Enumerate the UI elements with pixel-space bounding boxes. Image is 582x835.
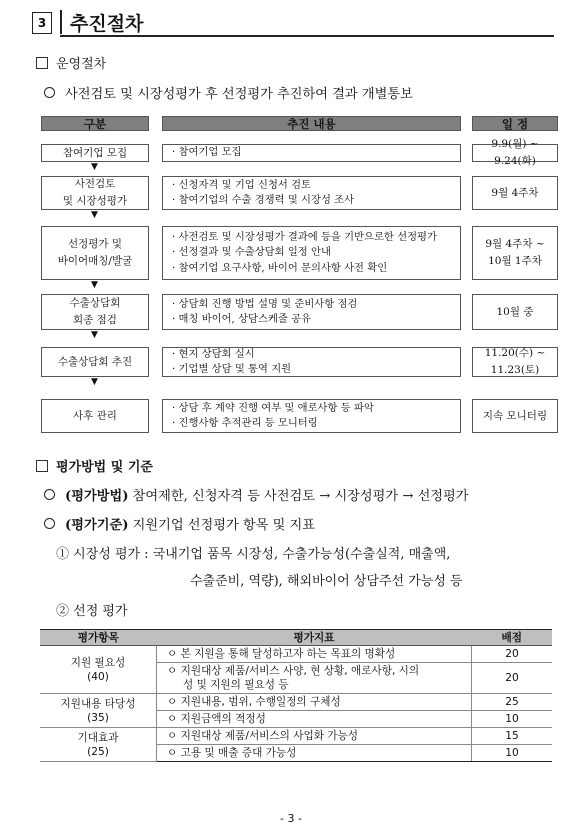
bullet-circle-icon	[44, 489, 55, 500]
eval-row	[40, 728, 552, 745]
eval-item-name: 기대효과	[77, 731, 119, 744]
flow-content-cell	[162, 399, 461, 433]
criteria-item-2: ② 선정 평가	[56, 604, 128, 619]
flow-content-cell	[162, 144, 461, 162]
flow-schedule-cell	[472, 347, 558, 377]
operation-intro: 사전검토 및 시장성평가 후 선정평가 추진하여 결과 개별통보	[44, 83, 413, 102]
section-divider	[60, 10, 62, 34]
flow-schedule-cell	[472, 294, 558, 330]
flow-content-item: · 상담회 진행 방법 설명 및 준비사항 점검	[172, 297, 358, 310]
eval-item-name: 지원 필요성	[70, 656, 126, 669]
flow-content-item: · 기업별 상담 및 통역 지원	[172, 363, 292, 375]
flow-content-item: · 상담 후 계약 진행 여부 및 애로사항 등 파악	[172, 401, 374, 414]
evaluation-heading: 평가방법 및 기준	[36, 456, 153, 475]
eval-indicator-text: ㅇ 본 지원을 통해 달성하고자 하는 목표의 명확성	[167, 648, 396, 660]
flow-schedule-label: 11.20(수) ~ 11.23(토)	[484, 347, 546, 376]
flow-content-item: · 선정결과 및 수출상담회 일정 안내	[172, 246, 331, 259]
section-underline	[60, 35, 554, 37]
flow-stage-label: 사전검토	[74, 178, 116, 190]
flow-content-item: · 현지 상담회 실시	[172, 347, 255, 360]
flow-down-arrow-icon: ▼	[91, 162, 98, 172]
eval-indicator-text: ㅇ 지원대상 제품/서비스 사양, 현 상황, 애로사항, 시의	[167, 665, 420, 677]
flow-down-arrow-icon: ▼	[91, 330, 98, 340]
flow-down-arrow-icon: ▼	[91, 210, 98, 220]
flow-header-stage: 구분	[41, 116, 149, 131]
evaluation-method: (평가방법) 참여제한, 신청자격 등 사전검토 → 시장성평가 → 선정평가	[44, 485, 469, 504]
flow-down-arrow-icon: ▼	[91, 377, 98, 387]
eval-indicator-text: ㅇ 지원금액의 적정성	[167, 713, 266, 725]
flow-schedule-label: 10월 1주차	[488, 255, 542, 267]
flow-schedule-label: 9월 4주차 ~	[485, 238, 545, 250]
eval-score-cell: 20	[472, 663, 553, 694]
eval-indicator-text: ㅇ 지원내용, 범위, 수행일정의 구체성	[167, 696, 341, 708]
eval-score-cell: 25	[472, 694, 553, 711]
eval-item-cell	[40, 646, 157, 694]
flow-schedule-label: 9월 4주차	[491, 186, 539, 199]
section-title: 추진절차	[70, 13, 144, 35]
evaluation-criteria: (평가기준) 지원기업 선정평가 항목 및 지표	[44, 514, 315, 533]
eval-item-total: (25)	[87, 745, 109, 758]
eval-header-indicator: 평가지표	[157, 630, 472, 646]
flow-content-cell	[162, 226, 461, 280]
eval-indicator-text: ㅇ 고용 및 매출 증대 가능성	[167, 747, 297, 759]
flow-content-cell	[162, 176, 461, 210]
flow-stage-label: 참여기업 모집	[62, 146, 128, 159]
eval-row	[40, 646, 552, 663]
criteria-item-1: ① 시장성 평가 : 국내기업 품목 시장성, 수출가능성(수출실적, 매출액,	[56, 547, 451, 562]
operation-heading: 운영절차	[36, 53, 106, 72]
eval-item-cell	[40, 694, 157, 728]
flow-content-item: · 참여기업의 수출 경쟁력 및 시장성 조사	[172, 194, 355, 206]
flow-content-cell	[162, 347, 461, 377]
eval-indicator-text: ㅇ 지원대상 제품/서비스의 사업화 가능성	[167, 730, 359, 742]
flow-schedule-label: 지속 모니터링	[482, 409, 548, 422]
eval-indicator-cell	[157, 711, 472, 728]
eval-header-score: 배점	[472, 630, 553, 646]
eval-item-cell	[40, 728, 157, 762]
flow-content-item: · 참여기업 요구사항, 바이어 문의사항 사전 확인	[172, 261, 388, 274]
page-number: - 3 -	[280, 812, 302, 825]
eval-item-total: (40)	[87, 670, 109, 683]
flow-content-item: · 사전검토 및 시장성평가 결과에 등을 기반으로한 선정평가	[172, 230, 437, 243]
evaluation-table	[40, 629, 552, 762]
eval-indicator-cell	[157, 728, 472, 745]
flow-stage-cell	[41, 176, 149, 210]
flow-header-schedule: 일 정	[472, 116, 558, 131]
flow-stage-label: 바이어매칭/발굴	[57, 255, 133, 267]
eval-header-item: 평가항목	[40, 630, 157, 646]
eval-score-cell: 10	[472, 711, 553, 728]
flow-stage-label: 수출상담회 추진	[57, 355, 133, 368]
eval-item-total: (35)	[87, 711, 109, 724]
flow-content-item: · 참여기업 모집	[172, 146, 242, 159]
flow-header-content: 추진 내용	[162, 116, 461, 131]
flow-stage-label: 및 시장성평가	[62, 195, 128, 207]
flow-stage-label: 사후 관리	[73, 409, 117, 422]
flow-schedule-cell	[472, 226, 558, 280]
eval-score-cell: 20	[472, 646, 553, 663]
criteria-item-1-cont: 수출준비, 역량), 해외바이어 상담주선 가능성 등	[190, 574, 463, 589]
flow-stage-label: 수출상담회	[69, 297, 121, 309]
bullet-circle-icon	[44, 518, 55, 529]
checkbox-square-icon	[36, 460, 48, 472]
flow-stage-cell	[41, 226, 149, 280]
flow-stage-cell	[41, 347, 149, 377]
eval-item-name: 지원내용 타당성	[60, 697, 136, 710]
bullet-circle-icon	[44, 87, 55, 98]
flow-stage-label: 회종 점검	[73, 314, 117, 326]
section-number: 3	[32, 12, 52, 34]
eval-indicator-cell	[157, 694, 472, 711]
eval-indicator-cell	[157, 646, 472, 663]
eval-indicator-cell	[157, 663, 472, 694]
eval-score-cell: 15	[472, 728, 553, 745]
flow-stage-cell	[41, 144, 149, 162]
flow-content-item: · 신청자격 및 기업 신청서 검토	[172, 178, 311, 191]
flow-content-item: · 매칭 바이어, 상담스케줄 공유	[172, 313, 311, 325]
flow-stage-cell	[41, 294, 149, 330]
flow-schedule-cell	[472, 138, 558, 167]
eval-indicator-cell	[157, 745, 472, 762]
flow-schedule-cell	[472, 399, 558, 433]
eval-indicator-text: 성 및 지원의 필요성 등	[183, 679, 289, 691]
eval-row	[40, 694, 552, 711]
flow-content-cell	[162, 294, 461, 330]
flow-schedule-cell	[472, 176, 558, 210]
flow-content-item: · 진행사항 추적관리 등 모니터링	[172, 417, 318, 429]
flow-schedule-label: 10월 중	[496, 305, 534, 318]
checkbox-square-icon	[36, 57, 48, 69]
eval-score-cell: 10	[472, 745, 553, 762]
flow-schedule-label: 9.9(월) ~ 9.24(화)	[491, 138, 539, 167]
flow-down-arrow-icon: ▼	[91, 280, 98, 290]
flow-stage-label: 선정평가 및	[67, 238, 123, 250]
flow-stage-cell	[41, 399, 149, 433]
